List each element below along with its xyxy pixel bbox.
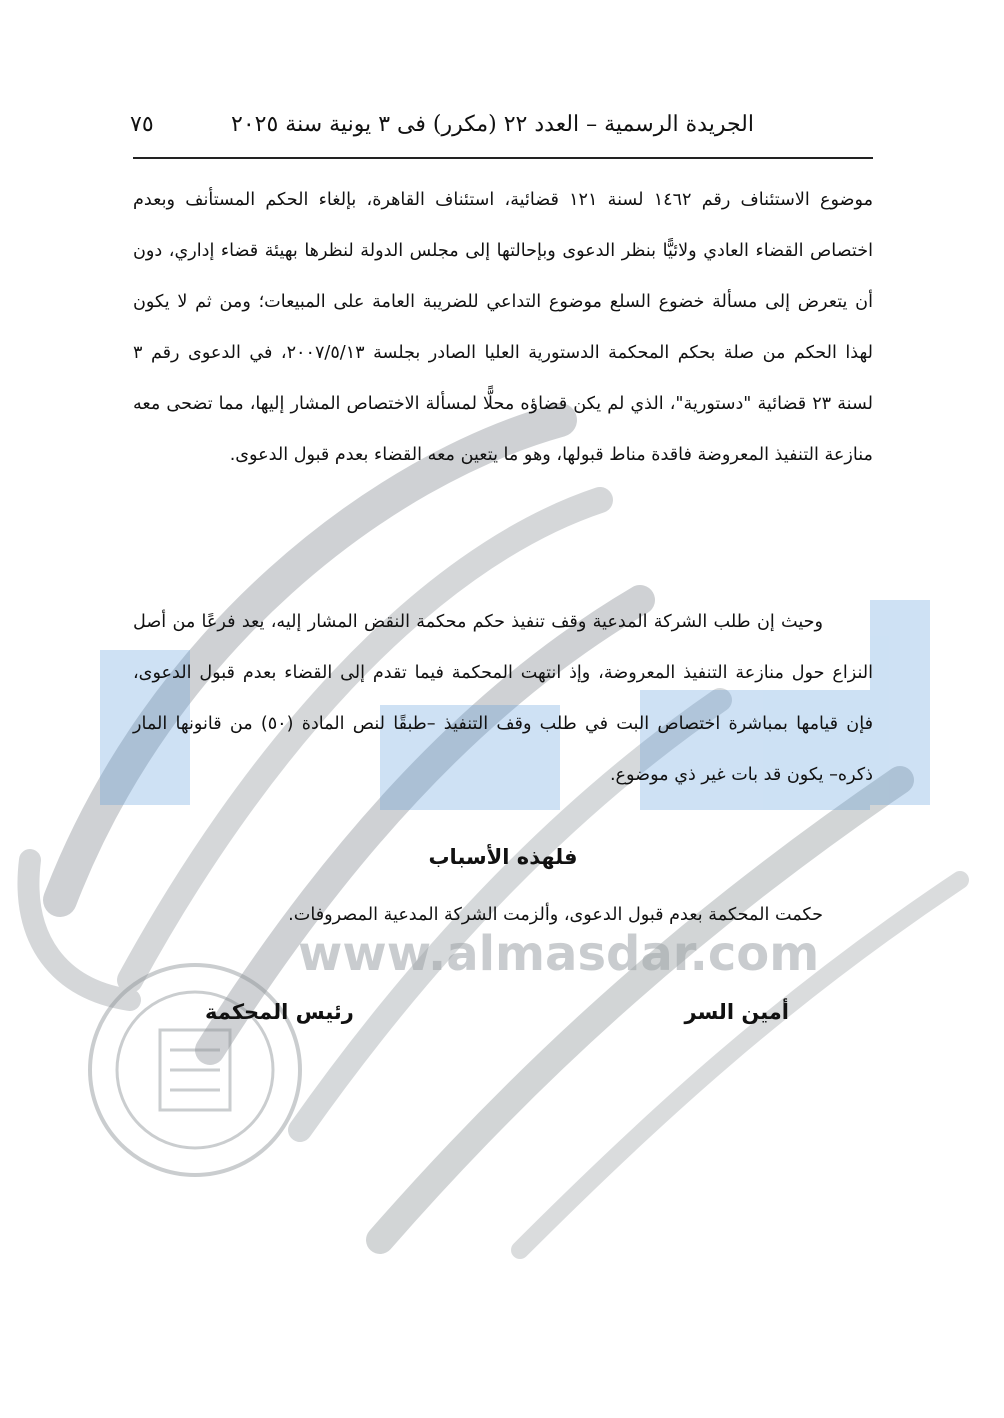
court-ruling: حكمت المحكمة بعدم قبول الدعوى، وألزمت الشركة المدعية المصروفات.: [288, 905, 823, 925]
page-header: [130, 108, 872, 148]
official-seal: [90, 965, 300, 1175]
body-paragraph-2: وحيث إن طلب الشركة المدعية وقف تنفيذ حكم محكمة النقض المشار إليه، يعد فرعًا من أصل النزاع حول منازعة التنفيذ المعروضة، وإذ انتهت المحكمة فيما تقدم إلى القضاء بعدم قبول الدعوى، فإن قيامها بمباشرة اختصاص البت في طلب وقف التنفيذ –طبقًا لنص المادة (٥٠) من قانونها المار ذكره– يكون قد بات غير ذي موضوع.: [133, 612, 874, 785]
page-number: ٧٥: [130, 112, 154, 137]
watermark-strokes: [28, 420, 960, 1250]
gazette-header-title: الجريدة الرسمية – العدد ٢٢ (مكرر) فى ٣ يونية سنة ٢٠٢٥: [231, 112, 754, 137]
signature-president: رئيس المحكمة: [205, 1000, 354, 1024]
body-paragraph-1: موضوع الاستئناف رقم ١٤٦٢ لسنة ١٢١ قضائية، استئناف القاهرة، بإلغاء الحكم المستأنف وبعدم اختصاص القضاء العادي ولائيًّا بنظر الدعوى وبإحالتها إلى مجلس الدولة لنظرها بهيئة قضاء إداري، دون أن يتعرض إلى مسألة خضوع السلع موضوع التداعي للضريبة العامة على المبيعات؛ ومن ثم لا يكون لهذا الحكم من صلة بحكم المحكمة الدستورية العليا الصادر بجلسة ٢٠٠٧/٥/١٣، في الدعوى رقم ٣ لسنة ٢٣ قضائية "دستورية"، الذي لم يكن قضاؤه محلًّا لمسألة الاختصاص المشار إليها، مما تضحى معه منازعة التنفيذ المعروضة فاقدة مناط قبولها، وهو ما يتعين معه القضاء بعدم قبول الدعوى.: [133, 190, 873, 465]
reasons-heading: فلهذه الأسباب: [428, 845, 578, 869]
watermark-site-text: www.almasdar.com: [298, 926, 820, 982]
signature-secretary: أمين السر: [684, 1000, 789, 1024]
header-divider: [133, 157, 873, 159]
